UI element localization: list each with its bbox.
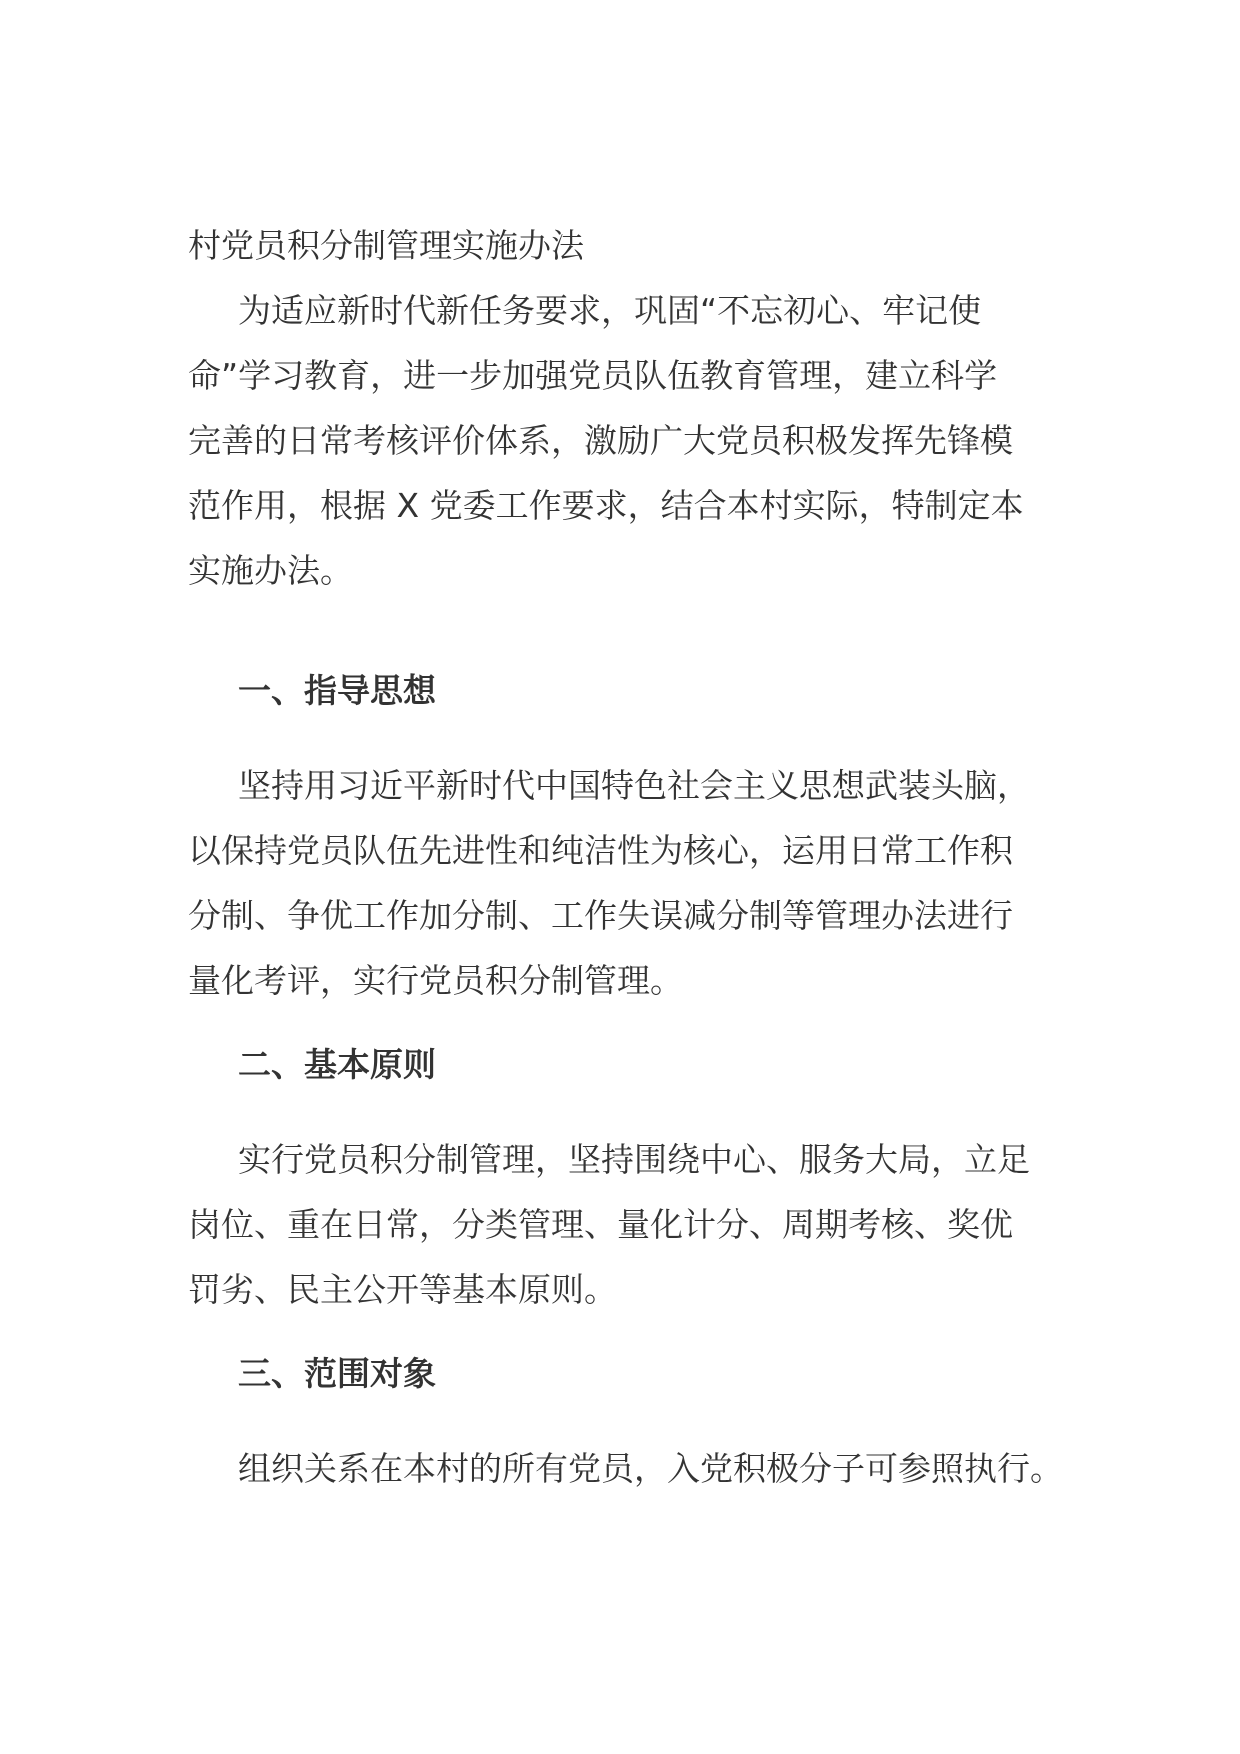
- section-paragraph-scope: [188, 1436, 1068, 1501]
- section-paragraph-basic-principles: [188, 1127, 1068, 1322]
- document-title: 村党员积分制管理实施办法: [188, 226, 584, 265]
- paragraph-line: 罚劣、民主公开等基本原则。: [188, 1270, 617, 1309]
- paragraph-line: 以保持党员队伍先进性和纯洁性为核心，运用日常工作积: [188, 831, 1013, 870]
- intro-line: 实施办法。: [188, 551, 353, 590]
- paragraph-line: 实行党员积分制管理，坚持围绕中心、服务大局，立足: [238, 1140, 1030, 1179]
- intro-line: 为适应新时代新任务要求，巩固“不忘初心、牢记使: [238, 291, 982, 330]
- paragraph-line: 坚持用习近平新时代中国特色社会主义思想武装头脑，: [238, 766, 1030, 805]
- section-heading-basic-principles: 二、基本原则: [238, 1045, 436, 1084]
- intro-line: 完善的日常考核评价体系，激励广大党员积极发挥先锋模: [188, 421, 1013, 460]
- section-heading-guiding-ideology: 一、指导思想: [238, 671, 436, 710]
- paragraph-line: 分制、争优工作加分制、工作失误减分制等管理办法进行: [188, 896, 1013, 935]
- intro-paragraph: [188, 278, 1068, 603]
- section-heading-scope: 三、范围对象: [238, 1354, 436, 1393]
- paragraph-line: 岗位、重在日常，分类管理、量化计分、周期考核、奖优: [188, 1205, 1013, 1244]
- intro-line: 命”学习教育，进一步加强党员队伍教育管理，建立科学: [188, 356, 998, 395]
- paragraph-line: 组织关系在本村的所有党员，入党积极分子可参照执行。: [238, 1449, 1063, 1488]
- section-paragraph-guiding-ideology: [188, 753, 1068, 1013]
- intro-line: 范作用，根据 X 党委工作要求，结合本村实际，特制定本: [188, 486, 1024, 525]
- paragraph-line: 量化考评，实行党员积分制管理。: [188, 961, 683, 1000]
